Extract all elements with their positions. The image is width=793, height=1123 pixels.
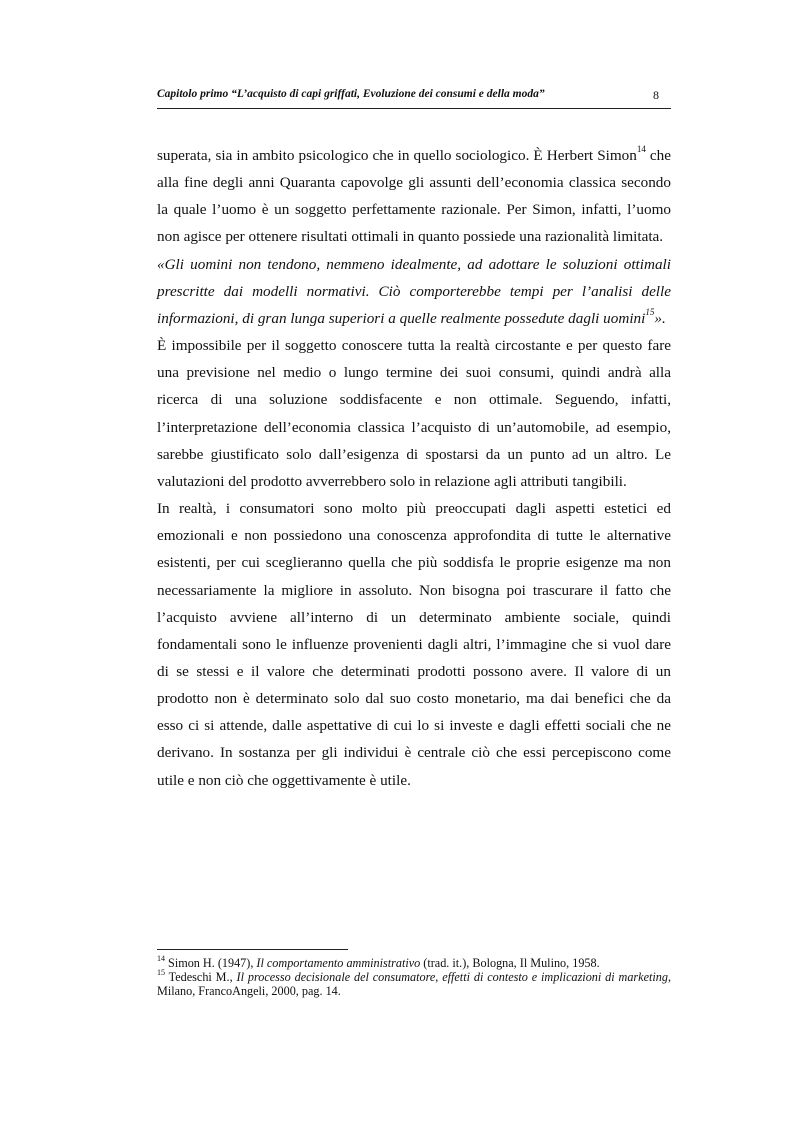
paragraph-2: È impossibile per il soggetto conoscere tutta la realtà circostante e per questo fare una previsione nel medio o lungo termine dei suoi consumi, quindi andrà alla ricerca di una soluzione soddisfacente e non ottimale. Seguendo, infatti, l’interpretazione dell’economia classica l’acquisto di un’automobile, ad esempio, sarebbe giustificato solo dall’esigenza di spostarsi da un punto ad un altro. Le valutazioni del prodotto avverrebbero solo in relazione agli attributi tangibili. xyxy=(157,337,671,490)
footnote-15: $^{15}$ Tedeschi M., Il processo decisionale del consumatore, effetti di contesto e implicazioni di marketing, Milano, FrancoAngeli, 2000, pag. 14. xyxy=(157,968,671,999)
page-number: 8 xyxy=(653,88,659,102)
running-header xyxy=(157,88,671,106)
footnote-ref-15[interactable]: 15 xyxy=(645,306,655,317)
header-rule xyxy=(157,108,671,109)
footnote-rule xyxy=(157,949,348,950)
paragraph-3: In realtà, i consumatori sono molto più preoccupati dagli aspetti estetici ed emozionali e non possiedono una conoscenza approfondita di tutte le alternative esistenti, per cui sceglieranno quella che più soddisfa le proprie esigenze ma non necessariamente la migliore in assoluto. Non bisogna poi trascurare il fatto che l’acquisto avviene all’interno di un determinato ambiente sociale, quindi fondamentali sono le influenze provenienti dagli altri, l’immagine che si vuol dare di se stessi e il valore che determinati prodotti possono avere. Il valore di un prodotto non è determinato solo dal suo costo monetario, ma dai benefici che da esso ci si attende, dalle aspettative di cui lo si investe e dagli effetti sociali che ne derivano. In sostanza per gli individui è centrale ciò che essi percepiscono come utile e non ciò che oggettivamente è utile. xyxy=(157,500,671,789)
main-text xyxy=(157,142,671,794)
footnote-ref-14[interactable]: 14 xyxy=(636,143,646,154)
paragraph-1: superata, sia in ambito psicologico che in quello sociologico. È Herbert Simon$^{14}$ che alla fine degli anni Quaranta capovolge gli assunti dell’economia classica secondo la quale l’uomo è un soggetto perfettamente razionale. Per Simon, infatti, l’uomo non agisce per ottenere risultati ottimali in quanto possiede una razionalità limitata. xyxy=(157,143,671,246)
footnote-14: $^{14}$ Simon H. (1947), Il comportamento amministrativo (trad. it.), Bologna, Il Mulino, 1958. xyxy=(157,953,600,970)
footnotes xyxy=(157,953,671,999)
running-title: Capitolo primo “L’acquisto di capi griffati, Evoluzione dei consumi e della moda” xyxy=(157,88,545,100)
block-quote: «Gli uomini non tendono, nemmeno idealmente, ad adottare le soluzioni ottimali prescritte dai modelli normativi. Ciò comporterebbe tempi per l’analisi delle informazioni, di gran lunga superiori a quelle realmente possedute dagli uomini$^{15}$». xyxy=(157,255,671,327)
